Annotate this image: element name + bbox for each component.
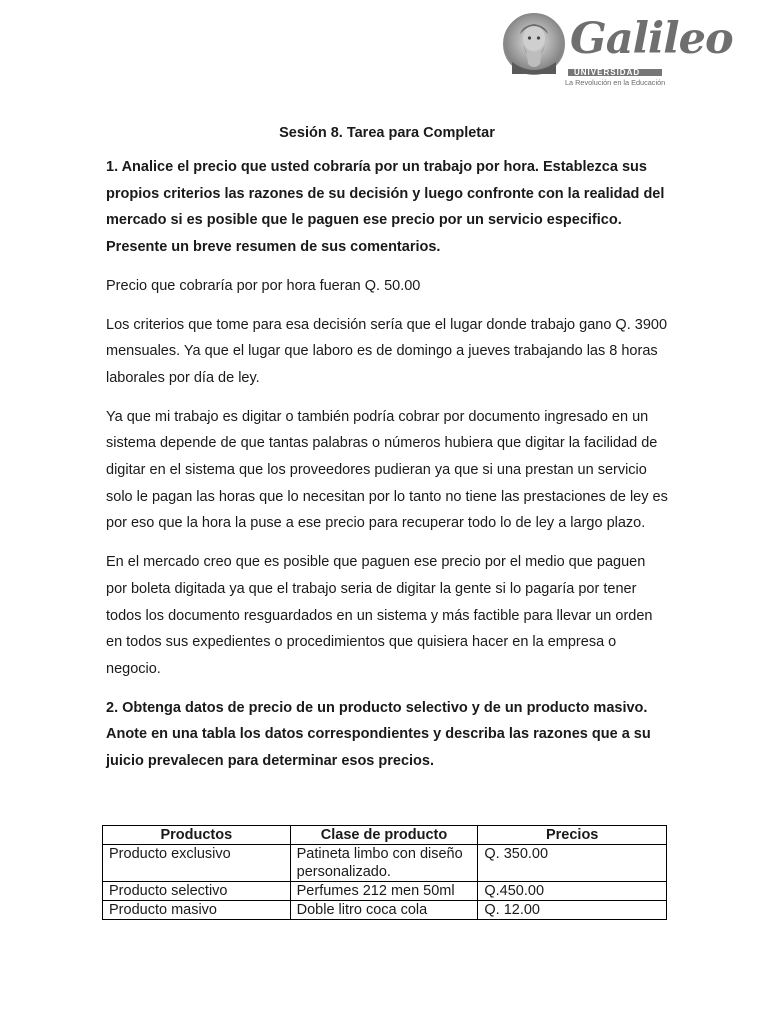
galileo-logo — [502, 12, 733, 92]
table-header-row — [103, 826, 667, 845]
table-cell: Producto masivo — [103, 901, 291, 920]
paragraph: Ya que mi trabajo es digitar o también podría cobrar por documento ingresado en un sistema depende de que tantas palabras o números hubiera que digitar la facilidad de digitar en el sistema que los proveedores pudieran ya que si una prestan un servicio solo le pagan las horas que lo necesitan por lo tanto no tiene las prestaciones de ley es por eso que la hora la puse a ese precio para recuperar todo lo de ley a largo plazo. — [106, 408, 668, 532]
table-cell: Doble litro coca cola — [290, 901, 478, 920]
table-row — [103, 882, 667, 901]
logo-tagline: La Revolución en la Educación — [565, 78, 666, 87]
table-cell: Q.450.00 — [478, 882, 667, 901]
table-cell: Producto selectivo — [103, 882, 291, 901]
table-cell: Perfumes 212 men 50ml — [290, 882, 478, 901]
logo-wordmark: Galileo — [570, 14, 733, 64]
table-cell: Producto exclusivo — [103, 845, 291, 882]
header-clase: Clase de producto — [290, 826, 478, 845]
products-table — [102, 825, 667, 920]
table-cell: Patineta limbo con diseño personalizado. — [290, 845, 478, 882]
page-title: Sesión 8. Tarea para Completar — [279, 125, 495, 141]
table-cell: Q. 12.00 — [478, 901, 667, 920]
question-1: 1. Analice el precio que usted cobraría por un trabajo por hora. Establezca sus propios criterios las razones de su decisión y luego confronte con la realidad del mercado si es posible que le paguen ese precio por un servicio especifico. Presente un breve resumen de sus comentarios. — [106, 159, 665, 256]
paragraph: Los criterios que tome para esa decisión sería que el lugar donde trabajo gano Q. 3900 mensuales. Ya que el lugar que laboro es de domingo a jueves trabajando las 8 horas laborales por día de ley. — [106, 316, 668, 386]
table-row — [103, 901, 667, 920]
paragraph: Precio que cobraría por por hora fueran Q. 50.00 — [106, 277, 421, 294]
header-precios: Precios — [478, 826, 667, 845]
document-body — [106, 120, 668, 787]
table-row — [103, 845, 667, 882]
question-2: 2. Obtenga datos de precio de un producto selectivo y de un producto masivo. Anote en una tabla los datos correspondientes y describa las razones que a su juicio prevalecen para determinar esos precios. — [106, 699, 651, 770]
paragraph: En el mercado creo que es posible que paguen ese precio por el medio que paguen por boleta digitada ya que el trabajo seria de digitar la gente si lo pagaría por tener todos los documento resguardados en un sistema y más factible para llevar un orden en todos sus expedientes o procedimientos que quisiera hacer en la empresa o negocio. — [106, 554, 653, 677]
header-productos: Productos — [103, 826, 291, 845]
table-cell: Q. 350.00 — [478, 845, 667, 882]
galileo-portrait-icon — [502, 12, 566, 76]
logo-subtitle: UNIVERSIDAD — [574, 68, 641, 77]
